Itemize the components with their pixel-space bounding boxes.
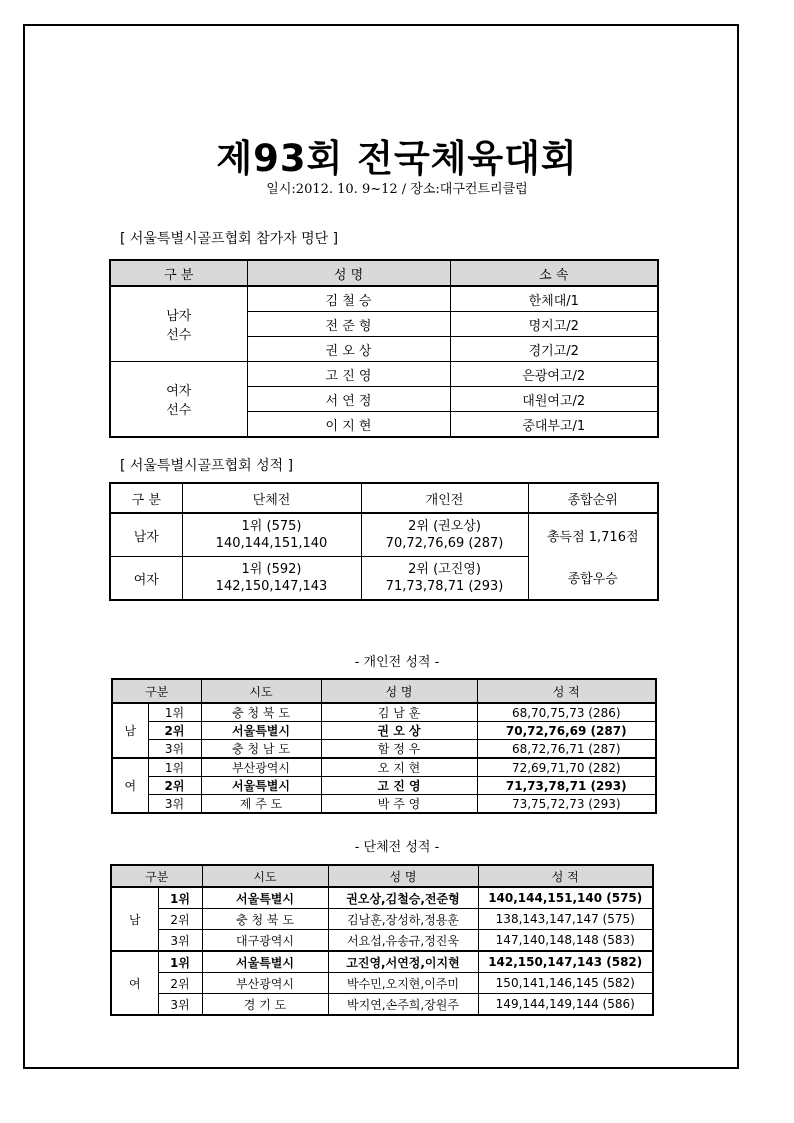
player-affiliation: 은광여고/2 xyxy=(450,362,658,387)
table-row xyxy=(112,795,656,814)
page-title: 제93회 전국체육대회 xyxy=(216,137,578,180)
individual-section-label: - 개인전 성적 - xyxy=(354,655,440,670)
rank: 1위 xyxy=(148,758,201,777)
gender-label: 여 xyxy=(111,951,158,1015)
region: 충 청 북 도 xyxy=(201,703,321,722)
table-row xyxy=(110,362,658,387)
region: 부산광역시 xyxy=(202,973,328,994)
table-row xyxy=(112,740,656,759)
team-rank: 1위 (592) xyxy=(241,562,302,577)
individual-scores: 71,73,78,71 (293) xyxy=(385,579,504,594)
region: 대구광역시 xyxy=(202,930,328,952)
table-row xyxy=(111,973,653,994)
table-header-row xyxy=(111,865,653,887)
group-label-men: 남자 선수 xyxy=(110,286,247,362)
score: 138,143,147,147 (575) xyxy=(478,909,653,930)
region: 서울특별시 xyxy=(201,722,321,740)
table-row xyxy=(112,758,656,777)
score: 73,75,72,73 (293) xyxy=(477,795,656,814)
team-rank: 1위 (575) xyxy=(241,519,302,534)
player-affiliation: 중대부고/1 xyxy=(450,412,658,438)
score: 71,73,78,71 (293) xyxy=(477,777,656,795)
rank: 3위 xyxy=(148,795,201,814)
gender-label: 여 xyxy=(112,758,148,813)
rank: 2위 xyxy=(148,777,201,795)
header-category: 구분 xyxy=(112,679,201,703)
region: 서울특별시 xyxy=(202,951,328,973)
rank: 1위 xyxy=(158,887,202,909)
individual-result xyxy=(361,557,528,601)
score: 150,141,146,145 (582) xyxy=(478,973,653,994)
table-row xyxy=(111,951,653,973)
results-section-label: [ 서울특별시골프협회 성적 ] xyxy=(120,458,294,474)
header-category: 구 분 xyxy=(110,260,247,286)
individual-table xyxy=(111,678,657,814)
player-name: 이 지 현 xyxy=(247,412,450,438)
score: 142,150,147,143 (582) xyxy=(478,951,653,973)
team-members: 박지연,손주희,장원주 xyxy=(328,994,478,1016)
header-score: 성 적 xyxy=(478,865,653,887)
player-name: 권 오 상 xyxy=(321,722,477,740)
rank: 2위 xyxy=(158,909,202,930)
team-table xyxy=(110,864,654,1016)
team-result xyxy=(182,557,361,601)
region: 충 청 북 도 xyxy=(202,909,328,930)
table-row xyxy=(110,286,658,312)
score: 68,70,75,73 (286) xyxy=(477,703,656,722)
gender-label: 남 xyxy=(112,703,148,758)
score: 70,72,76,69 (287) xyxy=(477,722,656,740)
header-score: 성 적 xyxy=(477,679,656,703)
header-name: 성 명 xyxy=(321,679,477,703)
overall-result: 총득점 1,716점 xyxy=(528,513,658,557)
player-name: 박 주 영 xyxy=(321,795,477,814)
table-row xyxy=(112,777,656,795)
region: 부산광역시 xyxy=(201,758,321,777)
rank: 3위 xyxy=(158,930,202,952)
rank: 3위 xyxy=(148,740,201,759)
score: 72,69,71,70 (282) xyxy=(477,758,656,777)
individual-rank: 2위 (권오상) xyxy=(408,519,481,534)
team-members: 김남훈,장성하,정용훈 xyxy=(328,909,478,930)
header-category: 구분 xyxy=(111,865,202,887)
team-scores: 140,144,151,140 xyxy=(215,536,328,551)
table-row xyxy=(111,930,653,952)
player-name: 고 진 영 xyxy=(321,777,477,795)
overall-result: 종합우승 xyxy=(528,557,658,601)
player-affiliation: 경기고/2 xyxy=(450,337,658,362)
team-members: 서요섭,유송규,정진욱 xyxy=(328,930,478,952)
rank: 3위 xyxy=(158,994,202,1016)
region: 서울특별시 xyxy=(202,887,328,909)
header-category: 구 분 xyxy=(110,483,182,513)
score: 149,144,149,144 (586) xyxy=(478,994,653,1016)
individual-result xyxy=(361,513,528,557)
score: 140,144,151,140 (575) xyxy=(478,887,653,909)
player-name: 서 연 정 xyxy=(247,387,450,412)
header-name: 성 명 xyxy=(328,865,478,887)
table-row xyxy=(111,994,653,1016)
event-info: 일시:2012. 10. 9~12 / 장소:대구컨트리클럽 xyxy=(266,182,528,197)
score: 147,140,148,148 (583) xyxy=(478,930,653,952)
gender-label: 남 xyxy=(111,887,158,951)
individual-rank: 2위 (고진영) xyxy=(408,562,481,577)
region: 서울특별시 xyxy=(201,777,321,795)
team-members: 고진영,서연정,이지현 xyxy=(328,951,478,973)
table-row xyxy=(111,909,653,930)
group-label: 여자 xyxy=(110,557,182,601)
region: 제 주 도 xyxy=(201,795,321,814)
rank: 1위 xyxy=(158,951,202,973)
score: 68,72,76,71 (287) xyxy=(477,740,656,759)
team-result xyxy=(182,513,361,557)
player-name: 김 남 훈 xyxy=(321,703,477,722)
rank: 1위 xyxy=(148,703,201,722)
team-members: 권오상,김철승,전준형 xyxy=(328,887,478,909)
table-header-row xyxy=(112,679,656,703)
header-region: 시도 xyxy=(201,679,321,703)
table-row xyxy=(111,887,653,909)
header-overall: 종합순위 xyxy=(528,483,658,513)
group-label: 남자 xyxy=(110,513,182,557)
table-row xyxy=(110,557,658,601)
individual-scores: 70,72,76,69 (287) xyxy=(385,536,504,551)
rank: 2위 xyxy=(148,722,201,740)
region: 충 청 남 도 xyxy=(201,740,321,759)
rank: 2위 xyxy=(158,973,202,994)
region: 경 기 도 xyxy=(202,994,328,1016)
player-affiliation: 대원여고/2 xyxy=(450,387,658,412)
header-team: 단체전 xyxy=(182,483,361,513)
player-name: 김 철 승 xyxy=(247,286,450,312)
team-members: 박수민,오지현,이주미 xyxy=(328,973,478,994)
player-name: 권 오 상 xyxy=(247,337,450,362)
results-table xyxy=(109,482,659,601)
header-name: 성 명 xyxy=(247,260,450,286)
player-name: 함 정 우 xyxy=(321,740,477,759)
player-name: 전 준 형 xyxy=(247,312,450,337)
team-section-label: - 단체전 성적 - xyxy=(354,840,440,855)
header-individual: 개인전 xyxy=(361,483,528,513)
table-header-row xyxy=(110,483,658,513)
table-header-row xyxy=(110,260,658,286)
player-name: 오 지 현 xyxy=(321,758,477,777)
group-label-women: 여자 선수 xyxy=(110,362,247,438)
roster-section-label: [ 서울특별시골프협회 참가자 명단 ] xyxy=(120,231,339,247)
table-row xyxy=(110,513,658,557)
roster-table xyxy=(109,259,659,438)
header-region: 시도 xyxy=(202,865,328,887)
player-affiliation: 한체대/1 xyxy=(450,286,658,312)
table-row xyxy=(112,722,656,740)
player-name: 고 진 영 xyxy=(247,362,450,387)
player-affiliation: 명지고/2 xyxy=(450,312,658,337)
header-affiliation: 소 속 xyxy=(450,260,658,286)
table-row xyxy=(112,703,656,722)
team-scores: 142,150,147,143 xyxy=(215,579,328,594)
